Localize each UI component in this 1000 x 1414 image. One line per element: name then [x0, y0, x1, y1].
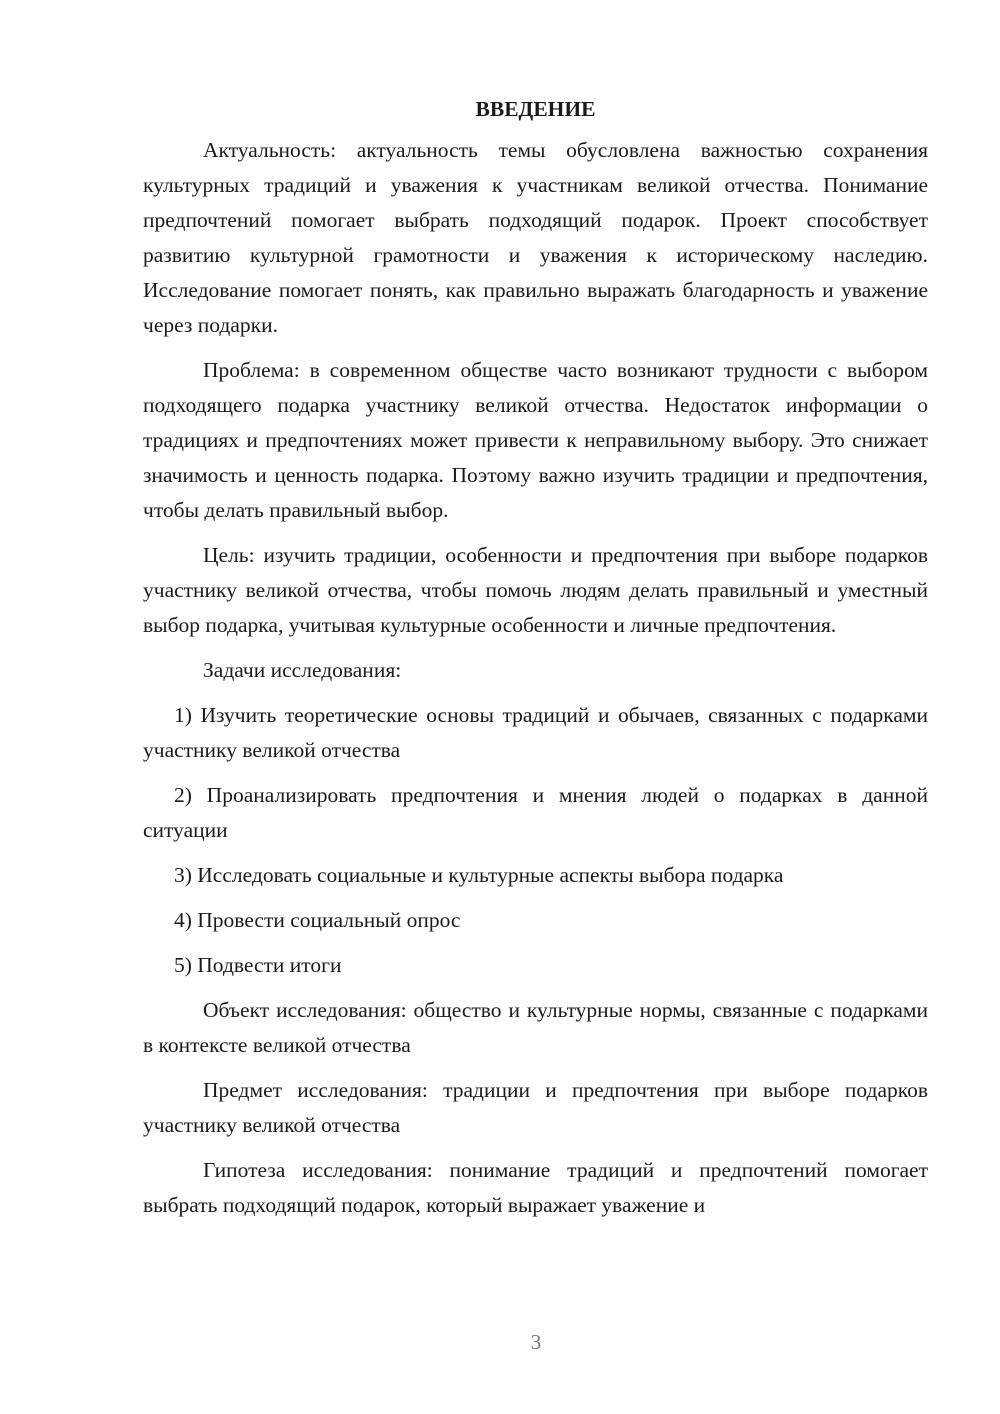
paragraph-hypothesis: Гипотеза исследования: понимание традиций и предпочтений помогает выбрать подходящий подарок, который выражает уважение и — [143, 1158, 928, 1217]
document-page — [143, 92, 928, 1233]
section-title: ВВЕДЕНИЕ — [475, 97, 596, 121]
paragraph-relevance: Актуальность: актуальность темы обусловлена важностью сохранения культурных традиций и уважения к участникам великой отчества. Понимание предпочтений помогает выбрать подходящий подарок. Проект способствует развитию культурной грамотности и уважения к историческому наследию. Исследование помогает понять, как правильно выражать благодарность и уважение через подарки. — [143, 138, 928, 337]
paragraph-tasks-heading: Задачи исследования: — [203, 658, 402, 682]
task-item-5: 5) Подвести итоги — [174, 953, 342, 977]
paragraph-goal: Цель: изучить традиции, особенности и предпочтения при выборе подарков участнику великой отчества, чтобы помочь людям делать правильный и уместный выбор подарка, учитывая культурные особенности и личные предпочтения. — [143, 543, 928, 637]
task-item-3: 3) Исследовать социальные и культурные аспекты выбора подарка — [174, 863, 784, 887]
paragraph-problem: Проблема: в современном обществе часто возникают трудности с выбором подходящего подарка участнику великой отчества. Недостаток информации о традициях и предпочтениях может привести к неправильному выбору. Это снижает значимость и ценность подарка. Поэтому важно изучить традиции и предпочтения, чтобы делать правильный выбор. — [143, 358, 928, 522]
task-item-1: 1) Изучить теоретические основы традиций и обычаев, связанных с подарками участнику великой отчества — [143, 703, 928, 762]
page-number: 3 — [530, 1330, 542, 1354]
paragraph-object: Объект исследования: общество и культурные нормы, связанные с подарками в контексте великой отчества — [143, 998, 928, 1057]
task-item-2: 2) Проанализировать предпочтения и мнения людей о подарках в данной ситуации — [143, 783, 928, 842]
paragraph-subject: Предмет исследования: традиции и предпочтения при выборе подарков участнику великой отчества — [143, 1078, 928, 1137]
task-item-4: 4) Провести социальный опрос — [174, 908, 461, 932]
